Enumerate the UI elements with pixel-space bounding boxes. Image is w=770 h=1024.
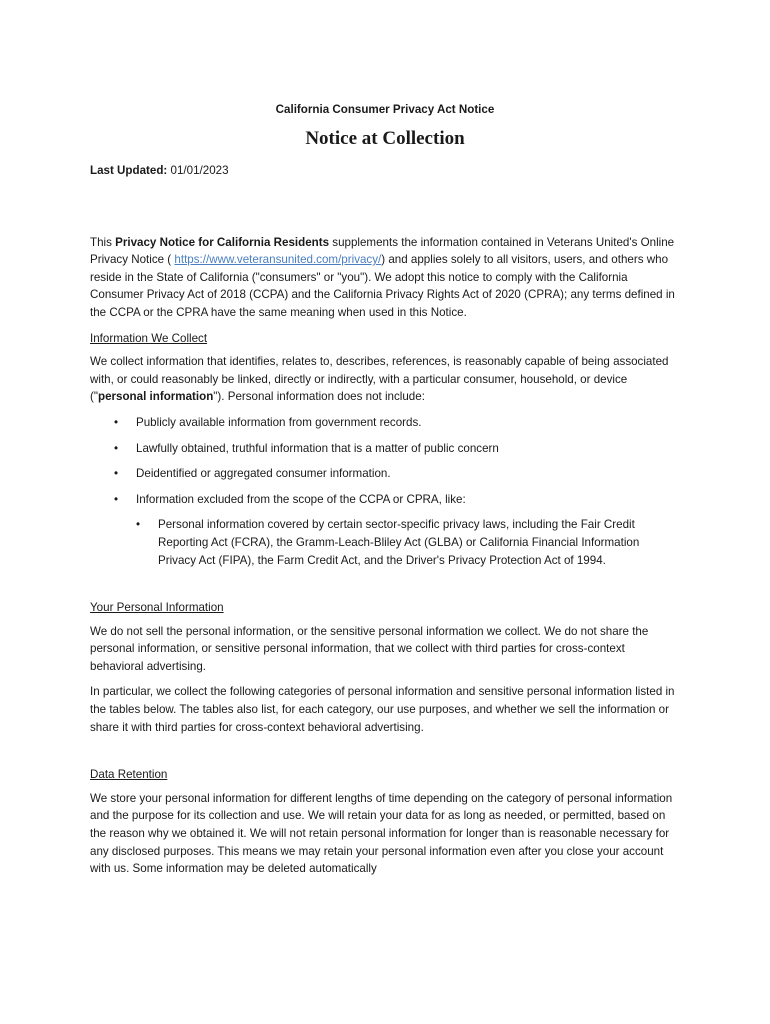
last-updated-value: 01/01/2023 xyxy=(170,164,229,177)
intro-text-1: This xyxy=(90,235,116,249)
bullet-icon: • xyxy=(114,467,119,481)
sub-list xyxy=(136,516,680,569)
personal-paragraph-2: In particular, we collect the following categories of personal information and sensitive personal information listed in the tables below. The tables also list, for each category, our use purposes, and whether we sell the information or share it with third parties for cross-context behavioral advertising. xyxy=(90,685,675,734)
sub-list-item-text: Personal information covered by certain sector-specific privacy laws, including the Fair Credit Reporting Act (FCRA), the Gramm-Leach-Bliley Act (GLBA) or California Financial Information Privacy Act (FIPA), the Farm Credit Act, and the Driver's Privacy Protection Act of 1994. xyxy=(158,518,640,567)
list-item-text: Lawfully obtained, truthful information that is a matter of public concern xyxy=(136,441,499,455)
last-updated xyxy=(90,162,680,180)
collect-text-1: We collect information that identifies, relates to, describes, references, is reasonably capable of being associated with, or could reasonably be linked, directly or indirectly, with a particular consumer, household, or device (" xyxy=(90,355,669,404)
bullet-icon: • xyxy=(136,518,141,532)
collect-bold: personal information xyxy=(97,390,214,404)
intro-text-2: supplements the information contained in Veterans United's Online Privacy Notice ( xyxy=(90,235,675,267)
exclusions-list xyxy=(90,414,680,569)
list-item xyxy=(90,440,680,458)
list-item xyxy=(90,491,680,569)
collect-paragraph xyxy=(90,353,680,406)
list-item-text: Deidentified or aggregated consumer information. xyxy=(136,467,391,481)
heading-data-retention: Data Retention xyxy=(90,768,168,782)
sub-list-item xyxy=(136,516,680,569)
list-item-text: Information excluded from the scope of the CCPA or CPRA, like: xyxy=(136,492,466,506)
document-title: Notice at Collection xyxy=(305,128,465,149)
intro-paragraph xyxy=(90,234,680,322)
collect-text-2: "). Personal information does not include: xyxy=(213,390,425,404)
document-subheading: California Consumer Privacy Act Notice xyxy=(275,103,495,116)
intro-bold: Privacy Notice for California Residents xyxy=(115,235,330,249)
intro-text-3: ) and applies solely to all visitors, users, and others who reside in the State of California ("consumers" or "you"). We adopt this notice to comply with the California Consumer Privacy Act of 2018 (CCPA) and the California Privacy Rights Act of 2020 (CPRA); any terms defined in the CCPA or the CPRA have the same meaning when used in this Notice. xyxy=(90,253,675,319)
bullet-icon: • xyxy=(114,441,119,455)
bullet-icon: • xyxy=(114,492,119,506)
personal-paragraph-1: We do not sell the personal information, or the sensitive personal information we collect. We do not share the personal information, or sensitive personal information, that we collect with third parties for cross-context behavioral advertising. xyxy=(90,624,649,673)
privacy-policy-link[interactable]: https://www.veteransunited.com/privacy/ xyxy=(174,253,382,267)
list-item-text: Publicly available information from government records. xyxy=(136,415,422,429)
bullet-icon: • xyxy=(114,415,119,429)
heading-information-we-collect: Information We Collect xyxy=(90,331,208,345)
retention-paragraph: We store your personal information for different lengths of time depending on the category of personal information and the purpose for its collection and use. We will retain your data for as long as needed, or permitted, based on the reason why we obtained it. We will not retain personal information for longer than is reasonable necessary for any disclosed purposes. This means we may retain your personal information even after you close your account with us. Some information may be deleted automatically xyxy=(90,791,673,876)
last-updated-label: Last Updated: xyxy=(90,164,168,177)
document-content xyxy=(90,100,680,886)
list-item xyxy=(90,414,680,432)
list-item xyxy=(90,465,680,483)
heading-your-personal-information: Your Personal Information xyxy=(90,601,224,615)
